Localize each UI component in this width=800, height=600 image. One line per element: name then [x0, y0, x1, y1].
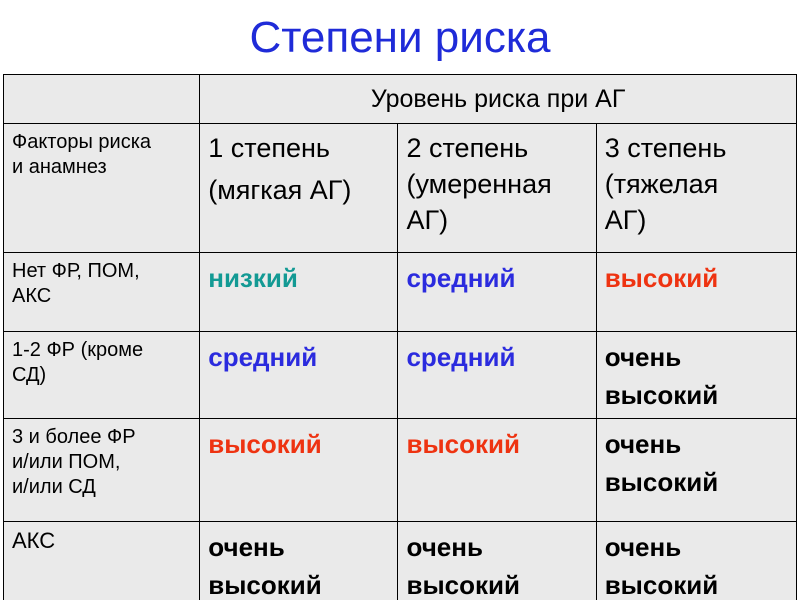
- risk-cell: [398, 419, 596, 522]
- risk-value: очень: [406, 532, 483, 562]
- risk-value: очень: [208, 532, 285, 562]
- risk-cell: [398, 253, 596, 332]
- degree-3-line: АГ): [604, 205, 647, 235]
- risk-value: средний: [208, 342, 318, 372]
- degree-2-header: [398, 124, 596, 253]
- table-row: [4, 522, 797, 600]
- table-subheader-row: [4, 124, 797, 253]
- factor-line: 1-2 ФР (кроме: [12, 339, 144, 361]
- degree-3-line: (тяжелая: [604, 169, 719, 199]
- risk-cell: [596, 419, 796, 522]
- risk-table: [3, 74, 797, 600]
- degree-3-header: [596, 124, 796, 253]
- risk-value: очень: [604, 532, 682, 562]
- risk-value: очень: [604, 429, 682, 459]
- risk-value: высокий: [406, 429, 520, 459]
- table-row: [4, 419, 797, 522]
- risk-value: высокий: [604, 570, 719, 600]
- degree-3-line: 3 степень: [604, 133, 727, 163]
- risk-value: средний: [406, 342, 516, 372]
- risk-cell: [398, 332, 596, 419]
- risk-cell: [200, 522, 398, 600]
- factor-cell: [4, 419, 200, 522]
- risk-cell: [200, 253, 398, 332]
- table-header-row: [4, 75, 797, 124]
- risk-value: очень: [604, 342, 682, 372]
- empty-corner-cell: [4, 75, 200, 124]
- risk-value: высокий: [406, 570, 520, 600]
- degree-1-header: [200, 124, 398, 253]
- factors-header-cell: [4, 124, 200, 253]
- risk-value: высокий: [208, 570, 322, 600]
- risk-cell: [200, 332, 398, 419]
- degree-2-line: АГ): [406, 205, 449, 235]
- risk-level-header: Уровень риска при АГ: [200, 75, 797, 124]
- factor-cell: [4, 522, 200, 600]
- factor-line: и/или СД: [12, 476, 96, 498]
- risk-value: средний: [406, 263, 516, 293]
- risk-value: низкий: [208, 263, 298, 293]
- risk-cell: [596, 522, 796, 600]
- factors-header-line: Факторы риска: [12, 131, 152, 153]
- factor-line: АКС: [12, 528, 56, 553]
- table-row: [4, 253, 797, 332]
- table-row: [4, 332, 797, 419]
- factors-header-line: и анамнез: [12, 156, 107, 178]
- factor-line: и/или ПОМ,: [12, 451, 121, 473]
- factor-cell: [4, 253, 200, 332]
- factor-line: СД): [12, 364, 47, 386]
- degree-1-line: 1 степень: [208, 133, 330, 163]
- risk-value: высокий: [604, 467, 719, 497]
- risk-value: высокий: [604, 263, 719, 293]
- risk-cell: [596, 253, 796, 332]
- factor-line: 3 и более ФР: [12, 426, 136, 448]
- risk-value: высокий: [604, 380, 719, 410]
- degree-1-line: (мягкая АГ): [208, 175, 352, 205]
- risk-value: высокий: [208, 429, 322, 459]
- factor-line: Нет ФР, ПОМ,: [12, 260, 140, 282]
- page-title: Степени риска: [249, 13, 551, 62]
- degree-2-line: (умеренная: [406, 169, 552, 199]
- risk-cell: [398, 522, 596, 600]
- risk-cell: [596, 332, 796, 419]
- factor-cell: [4, 332, 200, 419]
- risk-cell: [200, 419, 398, 522]
- factor-line: АКС: [12, 285, 52, 307]
- degree-2-line: 2 степень: [406, 133, 529, 163]
